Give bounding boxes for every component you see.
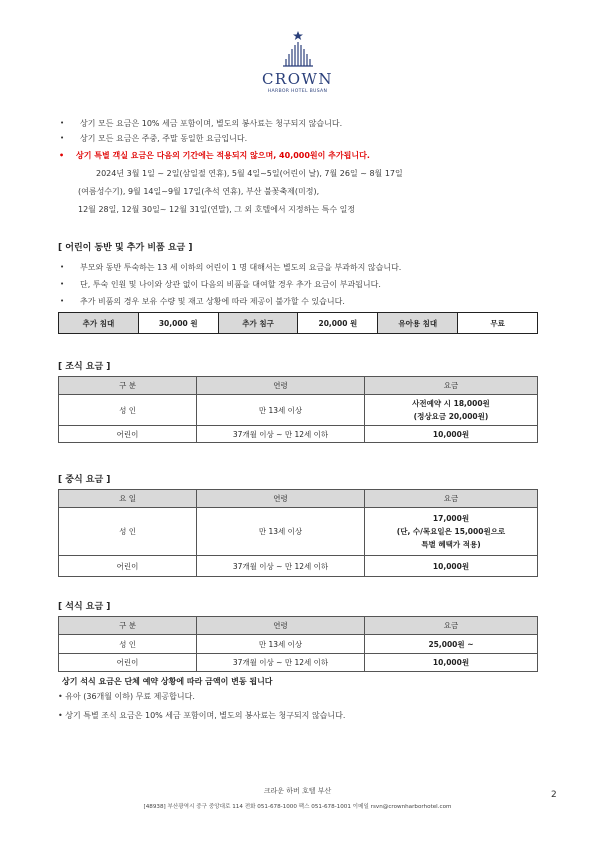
bullet: • bbox=[60, 297, 65, 305]
table-header: 구 분 bbox=[59, 377, 197, 395]
section-title-breakfast: [ 조식 요금 ] bbox=[58, 362, 111, 372]
category-cell: 어린이 bbox=[59, 556, 197, 577]
special-period-line: 2024년 3월 1일 ~ 2일(삼일절 연휴), 5월 4일~5일(어린이 날), 7월 26일 ~ 8월 17일 bbox=[96, 169, 403, 178]
table-row bbox=[59, 635, 538, 654]
page-number: 2 bbox=[551, 790, 557, 800]
section-title-lunch: [ 중식 요금 ] bbox=[58, 475, 111, 485]
dinner-note-infant: • 유아 (36개월 이하) 무료 제공합니다. bbox=[58, 692, 195, 701]
note-weekday: 상기 모든 요금은 주중, 주말 동일한 요금입니다. bbox=[80, 134, 248, 143]
price-line: (단, 수/목요일은 15,000원으로 bbox=[396, 527, 506, 536]
price-line: 17,000원 bbox=[432, 514, 470, 523]
extra-bedding-label: 추가 침구 bbox=[218, 313, 298, 334]
extra-bed-label: 추가 침대 bbox=[59, 313, 139, 334]
section-title-dinner: [ 석식 요금 ] bbox=[58, 602, 111, 612]
extra-items-table bbox=[58, 312, 538, 334]
category-cell: 어린이 bbox=[59, 426, 197, 443]
special-period-line: 12월 28일, 12월 30일~ 12월 31일(연말), 그 외 호텔에서 지정하는 특수 일정 bbox=[78, 205, 356, 214]
footer-hotel-name: 크라운 하버 호텔 부산 bbox=[263, 787, 332, 795]
dinner-table bbox=[58, 616, 538, 672]
age-cell: 만 13세 이상 bbox=[197, 635, 365, 654]
footer-address: [48938] 부산광역시 중구 중앙대로 114 전화 051-678-1000 팩스 051-678-1001 이메일 rsvn@crownharborhotel.com bbox=[143, 804, 452, 810]
price-cell: 10,000원 bbox=[365, 654, 538, 672]
table-row bbox=[59, 654, 538, 672]
table-header: 연령 bbox=[197, 377, 365, 395]
table-header: 연령 bbox=[197, 490, 365, 508]
price-cell bbox=[365, 508, 538, 556]
dinner-note-tax: • 상기 특별 조식 요금은 10% 세금 포함이며, 별도의 봉사료는 청구되지 않습니다. bbox=[58, 711, 346, 720]
category-cell: 성 인 bbox=[59, 508, 197, 556]
age-cell: 만 13세 이상 bbox=[197, 395, 365, 426]
bullet: • bbox=[60, 134, 65, 142]
note-tax: 상기 모든 요금은 10% 세금 포함이며, 별도의 봉사료는 청구되지 않습니다. bbox=[80, 119, 343, 128]
table-header: 요금 bbox=[365, 490, 538, 508]
age-cell: 37개월 이상 ~ 만 12세 이하 bbox=[197, 426, 365, 443]
table-header: 요금 bbox=[365, 377, 538, 395]
special-notice: 상기 특별 객실 요금은 다음의 기간에는 적용되지 않으며, 40,000원이 추가됩니다. bbox=[76, 151, 370, 160]
category-cell: 어린이 bbox=[59, 654, 197, 672]
category-cell: 성 인 bbox=[59, 635, 197, 654]
extra-bedding-price: 20,000 원 bbox=[298, 313, 378, 334]
price-line: 특별 혜택가 적용) bbox=[421, 540, 481, 549]
extra-bed-price: 30,000 원 bbox=[138, 313, 218, 334]
bullet: • bbox=[60, 280, 65, 288]
price-line: (정상요금 20,000원) bbox=[413, 412, 489, 421]
breakfast-table bbox=[58, 376, 538, 443]
age-cell: 37개월 이상 ~ 만 12세 이하 bbox=[197, 654, 365, 672]
dinner-note-variable: 상기 석식 요금은 단체 예약 상황에 따라 금액이 변동 됩니다 bbox=[62, 677, 273, 686]
logo-brand: CROWN bbox=[261, 70, 334, 88]
bullet: • bbox=[59, 151, 65, 160]
children-note: 부모와 동반 투숙하는 13 세 이하의 어린이 1 명 대해서는 별도의 요금을 부과하지 않습니다. bbox=[80, 263, 402, 272]
crib-label: 유아용 침대 bbox=[378, 313, 458, 334]
table-row bbox=[59, 426, 538, 443]
table-row bbox=[59, 508, 538, 556]
crib-price: 무료 bbox=[458, 313, 538, 334]
table-header: 요금 bbox=[365, 617, 538, 635]
special-period-line: (여름성수기), 9월 14일~9월 17일(추석 연휴), 부산 불꽃축제(미정), bbox=[78, 187, 320, 196]
price-cell: 10,000원 bbox=[365, 556, 538, 577]
children-note: 단, 투숙 인원 및 나이와 상관 없이 다음의 비품을 대여할 경우 추가 요금이 부과됩니다. bbox=[80, 280, 381, 289]
price-cell: 25,000원 ~ bbox=[365, 635, 538, 654]
table-header: 구 분 bbox=[59, 617, 197, 635]
table-header: 요 일 bbox=[59, 490, 197, 508]
price-line: 사전예약 시 18,000원 bbox=[412, 399, 490, 408]
children-note: 추가 비품의 경우 보유 수량 및 재고 상황에 따라 제공이 불가할 수 있습니다. bbox=[80, 297, 345, 306]
table-row bbox=[59, 395, 538, 426]
bullet: • bbox=[60, 263, 65, 271]
hotel-logo bbox=[240, 30, 355, 102]
category-cell: 성 인 bbox=[59, 395, 197, 426]
price-cell: 10,000원 bbox=[365, 426, 538, 443]
age-cell: 만 13세 이상 bbox=[197, 508, 365, 556]
lunch-table bbox=[58, 489, 538, 577]
section-title-children: [ 어린이 동반 및 추가 비품 요금 ] bbox=[58, 243, 193, 253]
logo-subtitle: HARBOR HOTEL BUSAN bbox=[267, 89, 328, 94]
table-row bbox=[59, 556, 538, 577]
table-header: 연령 bbox=[197, 617, 365, 635]
crown-icon bbox=[278, 30, 318, 68]
bullet: • bbox=[60, 119, 65, 127]
price-cell bbox=[365, 395, 538, 426]
age-cell: 37개월 이상 ~ 만 12세 이하 bbox=[197, 556, 365, 577]
